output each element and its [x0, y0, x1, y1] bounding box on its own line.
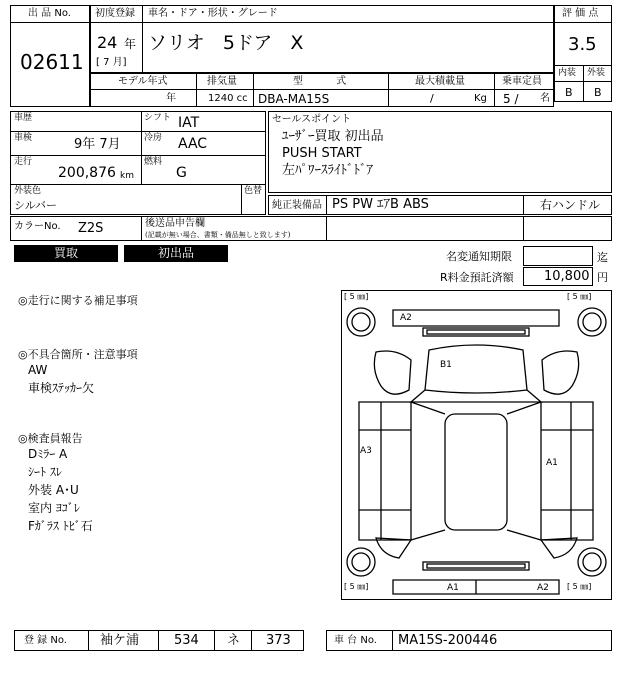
notice-deadline-unit: 迄	[597, 251, 608, 264]
notice-deadline-box	[523, 246, 593, 266]
tire-depth-rear-right: [ 5 ㎜]	[567, 582, 592, 591]
inspector-title: ◎検査員報告	[18, 432, 83, 445]
left-side	[359, 402, 411, 540]
capacity-label: 乗車定員	[502, 76, 542, 87]
inspection-label: 車検	[14, 133, 33, 143]
chassis-number-label: 車 台 No.	[334, 635, 377, 646]
equipment-value: PS PW ｴｱB ABS	[332, 197, 429, 212]
tire-front-right	[578, 308, 606, 336]
color-no-label: カラーNo.	[14, 221, 61, 232]
registration-serial: 373	[266, 633, 291, 648]
car-name-label: 車名・ドア・形状・グレード	[148, 8, 278, 19]
tire-depth-front-right: [ 5 ㎜]	[567, 292, 592, 301]
exterior-label: 外装	[587, 68, 606, 78]
ext-color-label: 外装色	[14, 186, 42, 196]
tire-front-left	[347, 308, 375, 336]
first-registration-year-unit: 年	[124, 37, 137, 51]
defect-item: AW	[28, 363, 48, 377]
first-listing-badge: 初出品	[124, 245, 228, 262]
damage-mark-front-bumper: A2	[400, 313, 412, 323]
sales-point-line: PUSH START	[282, 146, 362, 161]
defect-item: 車検ｽﾃｯｶｰ欠	[28, 381, 95, 395]
registration-number-label: 登 録 No.	[24, 635, 67, 646]
color-no-value: Z2S	[78, 221, 104, 236]
lot-number: 02611	[20, 50, 84, 74]
tire-depth-rear-left: [ 5 ㎜]	[344, 582, 369, 591]
inspector-item: 室内 ﾖｺﾞﾚ	[28, 501, 80, 515]
damage-mark-right-side: A1	[546, 458, 558, 468]
displacement-label: 排気量	[207, 76, 237, 87]
recycle-fee-value: 10,800	[544, 269, 590, 284]
max-load-unit: Kg	[474, 93, 487, 104]
first-registration-label: 初度登録	[95, 8, 135, 19]
recycle-fee-unit: 円	[597, 271, 608, 284]
inspector-item: 外装 A･U	[28, 483, 79, 497]
inspector-item: Fｶﾞﾗｽ ﾄﾋﾞ石	[28, 519, 93, 533]
car-outline	[341, 290, 612, 600]
registration-kana: ネ	[227, 633, 241, 648]
sales-points-label: セールスポイント	[272, 114, 352, 125]
inspector-item: Dﾐﾗｰ A	[28, 447, 68, 461]
buyback-badge: 買取	[14, 245, 118, 262]
mileage-unit: km	[120, 171, 134, 181]
capacity-unit: 名	[540, 93, 550, 104]
after-report-label: 後送品申告欄	[145, 218, 205, 229]
max-load-label: 最大積載量	[415, 76, 465, 87]
running-remarks-title: ◎走行に関する補足事項	[18, 294, 138, 307]
car-name: ソリオ 5ドア X	[148, 32, 304, 54]
max-load-slash: /	[430, 92, 434, 105]
steering-value: 右ハンドル	[540, 198, 601, 212]
first-registration-year: 24	[97, 33, 118, 52]
sales-point-line: 左ﾊﾟﾜｰｽﾗｲﾄﾞﾄﾞｱ	[282, 163, 374, 178]
front-bumper	[393, 310, 559, 326]
model-code: DBA-MA15S	[258, 92, 330, 106]
displacement-value: 1240 cc	[208, 93, 248, 104]
sales-point-line: ﾕｰｻﾞｰ買取 初出品	[282, 129, 384, 144]
after-report-note: (記載が無い場合、書類・備品無しと致します)	[145, 231, 291, 239]
score-label: 評 価 点	[562, 8, 599, 19]
inspection-value: 9年 7月	[74, 137, 121, 152]
model-year-unit: 年	[166, 93, 176, 104]
damage-mark-hood: B1	[440, 360, 452, 370]
roof	[445, 414, 507, 530]
interior-grade: B	[565, 86, 573, 99]
ac-label: 冷房	[144, 133, 163, 143]
shift-value: IAT	[178, 115, 200, 131]
fuel-label: 燃料	[144, 157, 163, 167]
ext-color-value: シルバー	[14, 199, 57, 212]
damage-mark-left-side: A3	[360, 446, 372, 456]
history-label: 車歴	[14, 113, 33, 123]
exterior-grade: B	[594, 86, 602, 99]
ac-value: AAC	[178, 136, 208, 152]
damage-mark-rear-left: A1	[447, 583, 459, 593]
capacity-value: 5 /	[503, 92, 519, 106]
tire-depth-front-left: [ 5 ㎜]	[344, 292, 369, 301]
inspector-item: ｼｰﾄ ｽﾚ	[28, 465, 62, 479]
repaint-label: 色替	[244, 186, 263, 196]
fuel-value: G	[176, 165, 187, 181]
right-side	[541, 402, 593, 540]
registration-class: 534	[174, 633, 199, 648]
recycle-fee-label: R料金預託済額	[440, 271, 514, 284]
tire-rear-left	[347, 548, 375, 576]
chassis-number: MA15S-200446	[398, 633, 498, 648]
shift-label: シフト	[144, 113, 172, 123]
interior-label: 内装	[558, 68, 577, 78]
damage-mark-rear-right: A2	[537, 583, 549, 593]
mileage-value: 200,876	[58, 165, 116, 181]
model-year-label: モデル年式	[118, 76, 168, 87]
first-registration-month: [ 7 月]	[96, 57, 127, 68]
notice-deadline-label: 名変通知期限	[446, 250, 512, 263]
registration-area: 袖ケ浦	[100, 633, 140, 648]
score-value: 3.5	[568, 34, 597, 55]
tire-rear-right	[578, 548, 606, 576]
defects-title: ◎不具合箇所・注意事項	[18, 348, 138, 361]
lot-number-label: 出 品 No.	[28, 8, 71, 19]
equipment-label: 純正装備品	[272, 200, 322, 211]
mileage-label: 走行	[14, 157, 33, 167]
model-code-label: 型 式	[293, 76, 347, 87]
